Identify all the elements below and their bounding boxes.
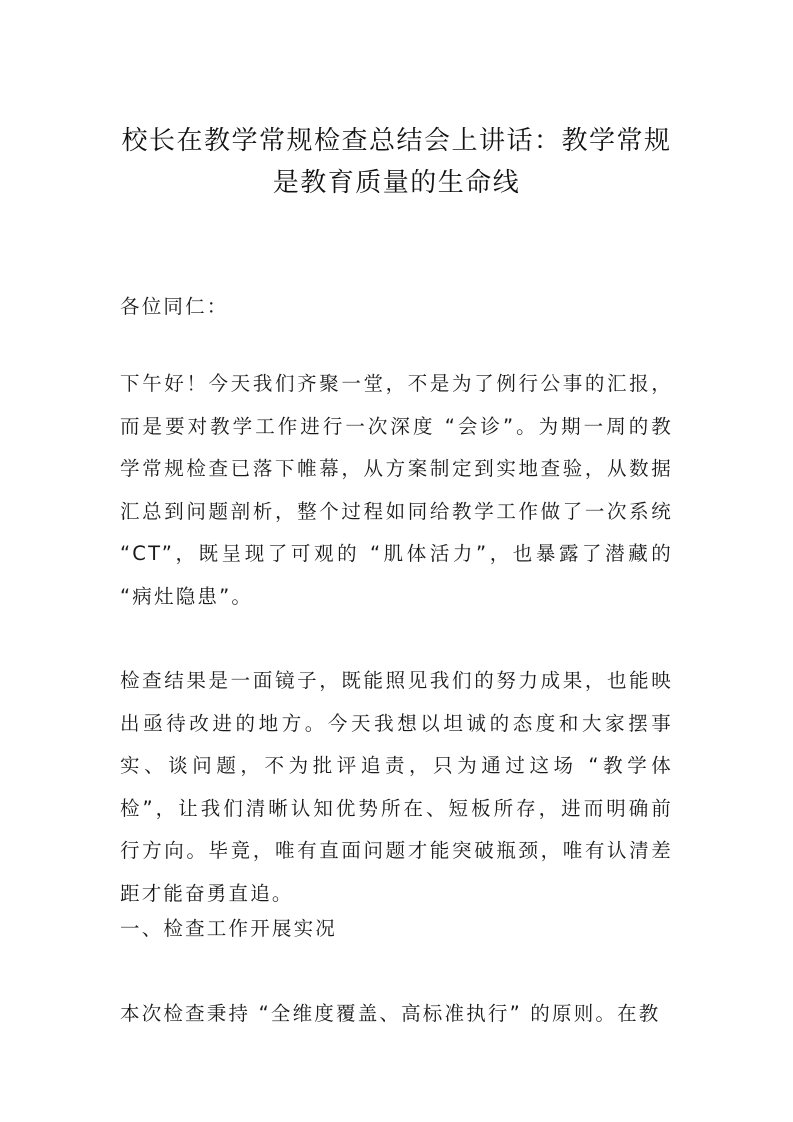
paragraph-opening: 下午好！今天我们齐聚一堂，不是为了例行公事的汇报，而是要对教学工作进行一次深度 “会诊”。为期一周的教学常规检查已落下帷幕，从方案制定到实地查验，从数据汇总到问题剖析，整个过程如同给教学工作做了一次系统 “CT”，既呈现了可观的 “肌体活力”，也暴露了潜藏的 “病灶隐患”。 xyxy=(120,372,673,608)
paragraph-section-intro: 本次检查秉持 “全维度覆盖、高标准执行” 的原则。在教 xyxy=(120,1002,661,1025)
paragraph-purpose: 检查结果是一面镜子，既能照见我们的努力成果，也能映出亟待改进的地方。今天我想以坦诚的态度和大家摆事实、谈问题，不为批评追责，只为通过这场 “教学体检”，让我们清晰认知优势所在、短板所存，进而明确前行方向。毕竟，唯有直面问题才能突破瓶颈，唯有认清差距才能奋勇直追。 xyxy=(120,669,673,905)
section-heading: 一、检查工作开展实况 xyxy=(120,917,338,940)
document-title: 校长在教学常规检查总结会上讲话：教学常规是教育质量的生命线 xyxy=(121,126,672,198)
greeting: 各位同仁： xyxy=(120,295,229,318)
